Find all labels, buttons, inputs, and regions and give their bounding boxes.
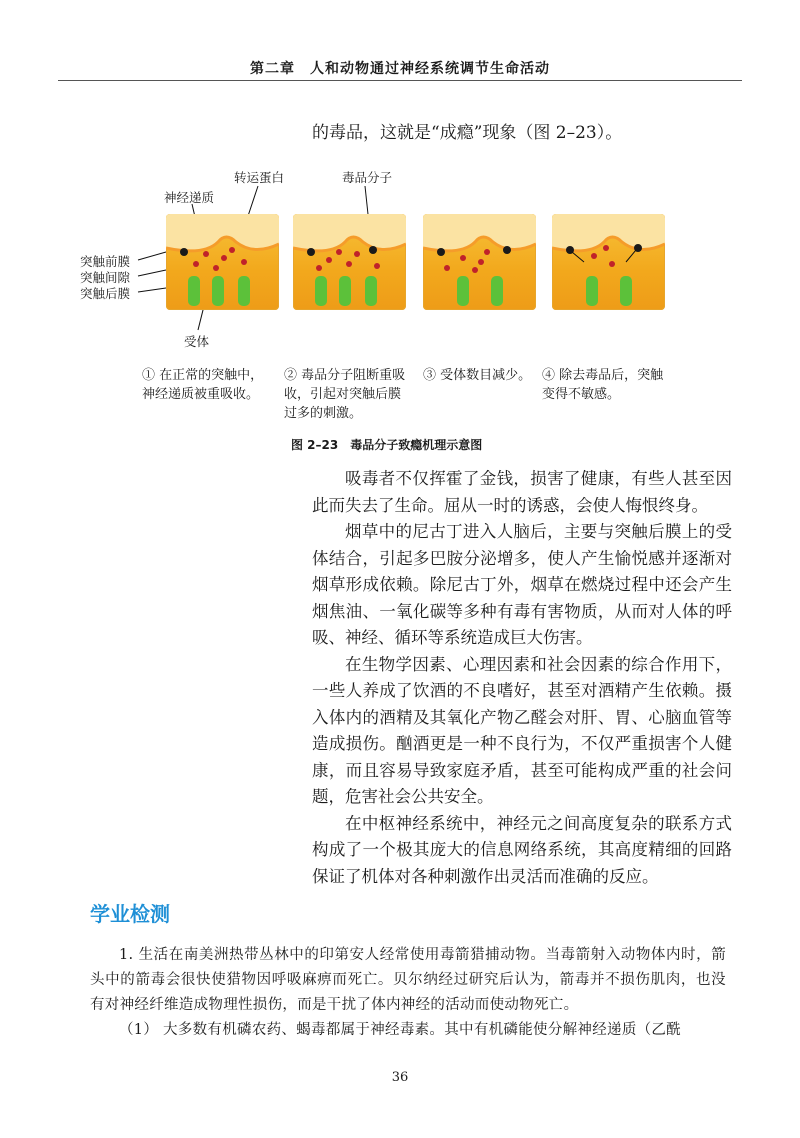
paragraph: 烟草中的尼古丁进入人脑后，主要与突触后膜上的受体结合，引起多巴胺分泌增多，使人产生愉悦感并逐渐对烟草形成依赖。除尼古丁外，烟草在燃烧过程中还会产生烟焦油、一氧化碳等多种有毒有害物质，从而对人体的呼吸、神经、循环等系统造成巨大伤害。 — [312, 522, 732, 647]
exercise-block — [90, 943, 726, 1043]
synapse-panel-4 — [552, 214, 665, 310]
figure-2-23 — [80, 160, 740, 470]
synapse-panel-2 — [293, 214, 406, 310]
question-1-part-1: （1） 大多数有机磷农药、蝎毒都属于神经毒素。其中有机磷能使分解神经递质（乙酰 — [119, 1022, 682, 1038]
caption-2: ② 毒品分子阻断重吸收，引起对突触后膜过多的刺激。 — [284, 368, 406, 421]
question-1: 1. 生活在南美洲热带丛林中的印第安人经常使用毒箭猎捕动物。当毒箭射入动物体内时，箭头中的箭毒会很快使猎物因呼吸麻痹而死亡。贝尔纳经过研究后认为，箭毒并不损伤肌肉，也没有对神经纤维造成物理性损伤，而是干扰了体内神经的活动而使动物死亡。 — [90, 947, 726, 1013]
paragraph: 在生物学因素、心理因素和社会因素的综合作用下，一些人养成了饮酒的不良嗜好，甚至对酒精产生依赖。摄入体内的酒精及其氧化产物乙醛会对肝、胃、心脑血管等造成损伤。酗酒更是一种不良行为，不仅严重损害个人健康，而且容易导致家庭矛盾，甚至可能构成严重的社会问题，危害社会公共安全。 — [312, 654, 732, 806]
label-receptor: 受体 — [184, 334, 210, 349]
header-divider — [58, 80, 742, 81]
label-neurotransmitter: 神经递质 — [164, 190, 215, 205]
synapse-illustration — [166, 214, 279, 310]
caption-3: ③ 受体数目减少。 — [423, 368, 532, 383]
caption-4: ④ 除去毒品后，突触变得不敏感。 — [542, 368, 664, 402]
caption-1: ① 在正常的突触中，神经递质被重吸收。 — [142, 368, 264, 402]
page-number: 36 — [391, 1070, 409, 1085]
label-postsynaptic: 突触后膜 — [80, 286, 131, 301]
paragraph: 在中枢神经系统中，神经元之间高度复杂的联系方式构成了一个极其庞大的信息网络系统，其高度精细的回路保证了机体对各种刺激作出灵活而准确的反应。 — [312, 813, 732, 886]
synapse-panel-1 — [166, 214, 279, 310]
intro-text-line: 的毒品，这就是“成瘾”现象（图 2–23）。 — [312, 123, 623, 143]
synapse-illustration — [423, 214, 536, 310]
label-drug-molecule: 毒品分子 — [342, 170, 393, 185]
synapse-illustration — [552, 214, 665, 310]
synapse-panel-3 — [423, 214, 536, 310]
label-cleft: 突触间隙 — [80, 270, 131, 285]
figure-title: 图 2–23 毒品分子致瘾机理示意图 — [291, 438, 483, 452]
label-transporter: 转运蛋白 — [234, 170, 285, 185]
synapse-illustration — [293, 214, 406, 310]
section-title: 学业检测 — [90, 902, 170, 926]
paragraph: 吸毒者不仅挥霍了金钱，损害了健康，有些人甚至因此而失去了生命。屈从一时的诱惑，会使人悔恨终身。 — [312, 469, 732, 515]
label-presynaptic: 突触前膜 — [80, 254, 131, 269]
body-text — [312, 466, 732, 890]
chapter-header: 第二章 人和动物通过神经系统调节生命活动 — [250, 61, 550, 77]
